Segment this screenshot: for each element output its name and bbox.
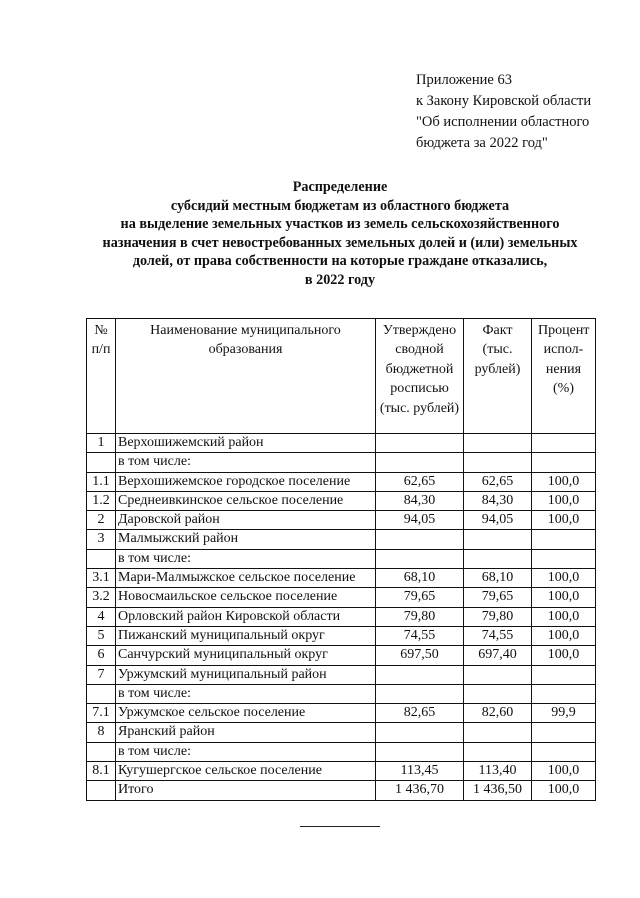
row-fact: 82,60 [464,704,532,723]
row-approved [376,665,464,684]
row-fact [464,742,532,761]
table-row [87,626,596,645]
row-number: 8 [87,723,116,742]
row-name: Орловский район Кировской области [116,607,376,626]
table-row [87,491,596,510]
table-row [87,646,596,665]
row-number: 7 [87,665,116,684]
row-number [87,684,116,703]
row-number: 8.1 [87,762,116,781]
row-percent: 100,0 [532,569,596,588]
row-percent [532,549,596,568]
row-percent: 100,0 [532,491,596,510]
title-line-2: субсидий местным бюджетам из областного бюджета [170,197,510,214]
table-row [87,530,596,549]
row-number: 2 [87,511,116,530]
table-row [87,723,596,742]
row-name: Яранский район [116,723,376,742]
row-percent: 100,0 [532,607,596,626]
row-approved: 82,65 [376,704,464,723]
row-name: в том числе: [116,453,376,472]
row-percent [532,684,596,703]
row-percent: 100,0 [532,781,596,800]
row-percent [532,723,596,742]
row-approved [376,723,464,742]
row-approved: 79,65 [376,588,464,607]
row-approved [376,684,464,703]
row-fact: 79,80 [464,607,532,626]
row-number [87,549,116,568]
table-row [87,434,596,453]
row-number: 3.2 [87,588,116,607]
row-name: Среднеивкинское сельское поселение [116,491,376,510]
row-name: Верхошижемский район [116,434,376,453]
row-fact [464,549,532,568]
row-name: Новосмаильское сельское поселение [116,588,376,607]
row-name: в том числе: [116,684,376,703]
row-number: 1.1 [87,472,116,491]
row-approved: 62,65 [376,472,464,491]
row-approved [376,530,464,549]
appendix-note [416,70,591,154]
row-percent: 100,0 [532,646,596,665]
row-percent [532,530,596,549]
row-fact [464,530,532,549]
row-name: Итого [116,781,376,800]
row-percent: 100,0 [532,626,596,645]
title-line-6: в 2022 году [304,271,376,288]
table-row [87,472,596,491]
row-approved [376,549,464,568]
table-body [87,434,596,801]
table-row [87,511,596,530]
row-name: Кугушергское сельское поселение [116,762,376,781]
row-fact: 697,40 [464,646,532,665]
subsidy-table [86,318,596,801]
row-name: Пижанский муниципальный округ [116,626,376,645]
row-percent [532,453,596,472]
row-number: 3.1 [87,569,116,588]
table-row [87,549,596,568]
row-approved: 1 436,70 [376,781,464,800]
table-row [87,453,596,472]
header-name: Наименование муниципального образования [116,319,376,434]
row-fact [464,684,532,703]
row-fact: 74,55 [464,626,532,645]
appendix-line-3: "Об исполнении областного [416,114,590,130]
row-approved: 79,80 [376,607,464,626]
row-name: Даровской район [116,511,376,530]
row-fact [464,723,532,742]
row-number [87,781,116,800]
row-fact [464,665,532,684]
row-approved: 113,45 [376,762,464,781]
row-number: 1.2 [87,491,116,510]
row-fact: 1 436,50 [464,781,532,800]
table-row [87,665,596,684]
row-fact: 62,65 [464,472,532,491]
table-row [87,684,596,703]
row-number: 7.1 [87,704,116,723]
title-line-3: на выделение земельных участков из земель сельскохозяйственного [120,216,560,233]
table-row [87,704,596,723]
row-percent: 100,0 [532,588,596,607]
row-percent [532,742,596,761]
row-percent: 100,0 [532,762,596,781]
row-fact [464,434,532,453]
table-row [87,781,596,800]
row-percent: 100,0 [532,472,596,491]
row-fact: 84,30 [464,491,532,510]
row-fact: 94,05 [464,511,532,530]
row-approved: 697,50 [376,646,464,665]
header-approved: Утверждено сводной бюджетной росписью (тыс. рублей) [376,319,464,434]
row-approved [376,453,464,472]
row-number: 1 [87,434,116,453]
row-fact: 68,10 [464,569,532,588]
row-approved [376,434,464,453]
row-fact [464,453,532,472]
header-fact: Факт (тыс. рублей) [464,319,532,434]
row-fact: 79,65 [464,588,532,607]
header-percent: Процент испол-нения (%) [532,319,596,434]
row-name: в том числе: [116,549,376,568]
row-name: Мари-Малмыжское сельское поселение [116,569,376,588]
row-percent [532,665,596,684]
header-num: № п/п [87,319,116,434]
row-number: 5 [87,626,116,645]
row-name: Уржумский муниципальный район [116,665,376,684]
row-number [87,742,116,761]
appendix-line-2: к Закону Кировской области [416,93,592,109]
row-approved: 68,10 [376,569,464,588]
row-name: в том числе: [116,742,376,761]
table-row [87,588,596,607]
appendix-line-1: Приложение 63 [416,72,512,88]
appendix-line-4: бюджета за 2022 год" [416,135,548,151]
row-approved: 84,30 [376,491,464,510]
row-approved: 74,55 [376,626,464,645]
row-approved: 94,05 [376,511,464,530]
row-percent [532,434,596,453]
row-name: Санчурский муниципальный округ [116,646,376,665]
table-row [87,762,596,781]
row-name: Верхошижемское городское поселение [116,472,376,491]
row-number: 4 [87,607,116,626]
row-name: Малмыжский район [116,530,376,549]
row-name: Уржумское сельское поселение [116,704,376,723]
table-row [87,607,596,626]
title-line-4: назначения в счет невостребованных земельных долей и (или) земельных [102,234,578,251]
title-line-5: долей, от права собственности на которые граждане отказались, [132,253,548,270]
row-number: 6 [87,646,116,665]
document-title [40,178,640,290]
row-approved [376,742,464,761]
row-percent: 99,9 [532,704,596,723]
row-number: 3 [87,530,116,549]
closing-rule [300,826,380,827]
row-number [87,453,116,472]
row-percent: 100,0 [532,511,596,530]
title-line-1: Распределение [292,179,388,195]
table-row [87,742,596,761]
table-row [87,569,596,588]
row-fact: 113,40 [464,762,532,781]
